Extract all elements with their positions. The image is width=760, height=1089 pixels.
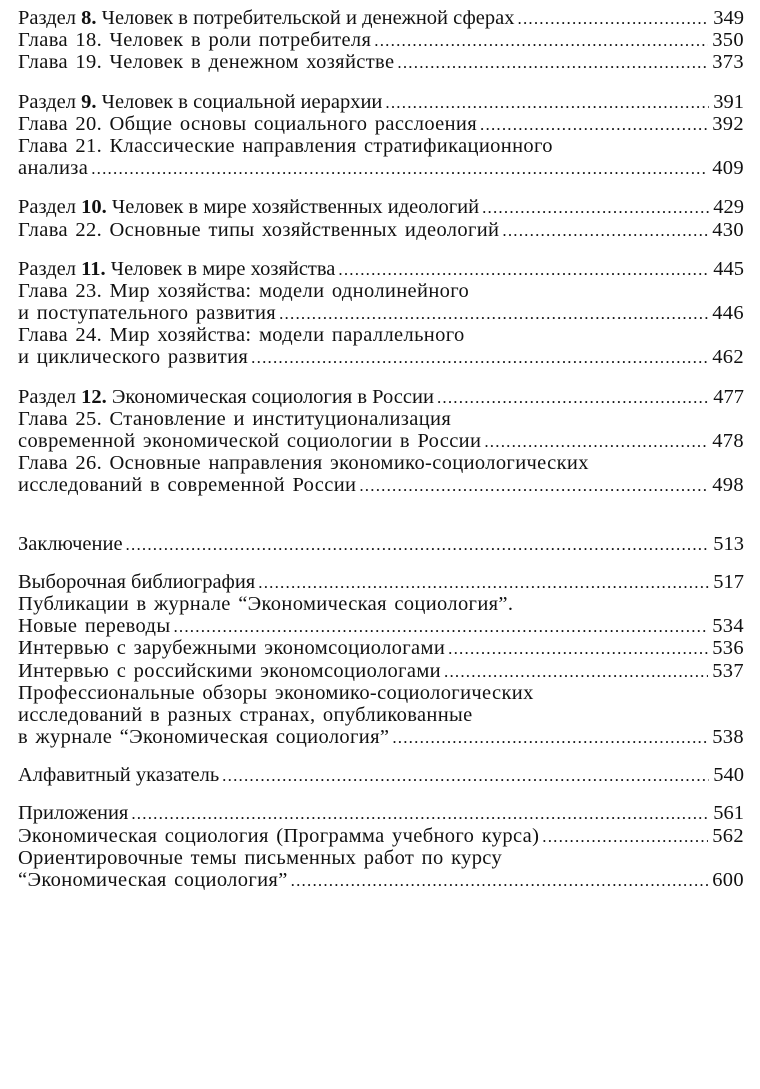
dot-leader — [374, 30, 708, 51]
section-number: 12. — [81, 385, 107, 408]
dot-leader — [480, 114, 708, 135]
page-number: 517 — [713, 570, 744, 593]
chapter-title: Глава 20. Общие основы социального расслоения — [18, 112, 478, 135]
toc-entry-reviews[interactable] — [18, 726, 744, 748]
toc-entry-bibliography[interactable] — [18, 571, 744, 593]
section-9 — [18, 91, 744, 180]
chapter-title: Глава 22. Основные типы хозяйственных идеологий — [18, 218, 500, 241]
page-number: 538 — [712, 726, 744, 749]
toc-entry-chapter-25[interactable] — [18, 430, 744, 452]
dot-leader — [291, 870, 709, 891]
section-10 — [18, 196, 744, 240]
toc-entry-index[interactable] — [18, 764, 744, 786]
dot-leader — [131, 803, 709, 824]
page-number: 600 — [712, 869, 744, 891]
dot-leader — [397, 52, 708, 73]
section-label: Раздел — [18, 257, 76, 280]
toc-entry-section-9[interactable] — [18, 91, 744, 113]
entry-title: в журнале “Экономическая социология” — [18, 726, 390, 749]
toc-entry-written-topics[interactable] — [18, 869, 744, 891]
dot-leader — [359, 475, 708, 496]
dot-leader — [258, 572, 709, 593]
page-number: 349 — [713, 7, 744, 29]
entry-title: Интервью с зарубежными экономсоциологами — [18, 637, 446, 660]
section-title: Экономическая социология в России — [111, 385, 434, 408]
section-title: Человек в мире хозяйственных идеологий — [111, 196, 480, 219]
section-label: Раздел — [18, 90, 76, 113]
appendices-section — [18, 802, 744, 891]
toc-entry-chapter-24[interactable] — [18, 346, 744, 368]
dot-leader — [437, 387, 709, 408]
chapter-title-line: Глава 24. Мир хозяйства: модели параллельного — [18, 324, 465, 347]
page-number: 445 — [713, 257, 744, 280]
page-number: 429 — [713, 196, 744, 219]
entry-title: Выборочная библиография — [18, 570, 256, 593]
chapter-title: и поступательного развития — [18, 302, 277, 325]
section-number: 11. — [81, 257, 106, 280]
entry-title-line: Ориентировочные темы письменных работ по курсу — [18, 846, 503, 869]
page-number: 409 — [712, 157, 744, 180]
section-title: Человек в мире хозяйства — [110, 257, 336, 280]
entry-title: Интервью с российскими экономсоциологами — [18, 659, 441, 682]
chapter-title: современной экономической социологии в России — [18, 430, 482, 452]
dot-leader — [91, 158, 708, 179]
section-title: Человек в социальной иерархии — [101, 90, 383, 113]
dot-leader — [482, 197, 709, 218]
page-number: 536 — [712, 637, 744, 660]
section-label: Раздел — [18, 7, 76, 29]
chapter-title-line: Глава 26. Основные направления экономико-социологических — [18, 452, 589, 475]
toc-entry-chapter-23[interactable] — [18, 302, 744, 324]
dot-leader — [338, 259, 709, 280]
toc-entry-section-12[interactable] — [18, 386, 744, 408]
toc-entry-chapter-22[interactable] — [18, 219, 744, 241]
toc-entry-chapter-21[interactable] — [18, 157, 744, 179]
dot-leader — [279, 303, 708, 324]
toc-entry-chapter-26[interactable] — [18, 474, 744, 496]
page-number: 534 — [712, 615, 744, 638]
chapter-title: анализа — [18, 157, 89, 180]
dot-leader — [542, 826, 708, 847]
toc-entry-chapter-18[interactable] — [18, 29, 744, 51]
page-number: 562 — [712, 824, 744, 847]
section-label: Раздел — [18, 385, 76, 408]
chapter-title: исследований в современной России — [18, 474, 357, 497]
entry-title: Заключение — [18, 532, 123, 555]
entry-title-line: Профессиональные обзоры экономико-социологических — [18, 681, 534, 704]
entry-title: Алфавитный указатель — [18, 764, 220, 787]
conclusion-section — [18, 533, 744, 555]
entry-title-line: Публикации в журнале “Экономическая социология”. — [18, 592, 514, 615]
dot-leader — [126, 534, 710, 555]
dot-leader — [251, 347, 708, 368]
page-number: 373 — [712, 51, 744, 74]
dot-leader — [173, 616, 708, 637]
toc-entry-conclusion[interactable] — [18, 533, 744, 555]
page-number: 498 — [712, 474, 744, 497]
page-number: 537 — [712, 659, 744, 682]
chapter-title-line: Глава 21. Классические направления стратификационного — [18, 134, 553, 157]
page-number: 430 — [712, 218, 744, 241]
dot-leader — [392, 727, 708, 748]
page-number: 478 — [712, 430, 744, 452]
entry-title: Приложения — [18, 802, 129, 825]
page-number: 350 — [712, 29, 744, 52]
toc-entry-section-11[interactable] — [18, 258, 744, 280]
dot-leader — [448, 638, 708, 659]
section-8 — [18, 7, 744, 74]
page-number: 462 — [712, 346, 744, 369]
section-number: 9. — [81, 90, 97, 113]
dot-leader — [222, 765, 709, 786]
index-section — [18, 764, 744, 786]
page-number: 513 — [713, 532, 744, 555]
dot-leader — [385, 92, 709, 113]
page-number: 392 — [712, 112, 744, 135]
entry-title: Новые переводы — [18, 615, 171, 638]
dot-leader — [502, 220, 708, 241]
toc-entry-chapter-19[interactable] — [18, 51, 744, 73]
dot-leader — [518, 8, 710, 29]
toc-entry-russian-interviews[interactable] — [18, 660, 744, 682]
toc-entry-publications[interactable] — [18, 615, 744, 637]
toc-entry-section-10[interactable] — [18, 196, 744, 218]
section-number: 10. — [81, 196, 107, 219]
chapter-title: и циклического развития — [18, 346, 249, 369]
chapter-title: Глава 18. Человек в роли потребителя — [18, 29, 372, 52]
page-number: 561 — [713, 802, 744, 825]
toc-entry-chapter-20[interactable] — [18, 113, 744, 135]
section-12 — [18, 386, 744, 497]
section-11 — [18, 258, 744, 369]
entry-title-line: исследований в разных странах, опубликованные — [18, 703, 473, 726]
chapter-title-line: Глава 25. Становление и институционализация — [18, 407, 452, 430]
page-number: 391 — [713, 90, 744, 113]
toc-entry-course-program[interactable] — [18, 825, 744, 847]
page-number: 446 — [712, 302, 744, 325]
dot-leader — [484, 431, 708, 452]
toc-entry-section-8[interactable] — [18, 7, 744, 29]
dot-leader — [444, 661, 708, 682]
entry-title: Экономическая социология (Программа учебного курса) — [18, 824, 540, 847]
bibliography-section — [18, 571, 744, 749]
toc-entry-foreign-interviews[interactable] — [18, 637, 744, 659]
table-of-contents — [18, 7, 744, 891]
section-title: Человек в потребительской и денежной сферах — [101, 7, 515, 29]
chapter-title-line: Глава 23. Мир хозяйства: модели однолинейного — [18, 279, 470, 302]
entry-title: “Экономическая социология” — [18, 869, 288, 891]
page-number: 477 — [713, 385, 744, 408]
toc-entry-appendices[interactable] — [18, 802, 744, 824]
page-number: 540 — [713, 764, 744, 787]
section-number: 8. — [81, 7, 97, 29]
chapter-title: Глава 19. Человек в денежном хозяйстве — [18, 51, 395, 74]
section-label: Раздел — [18, 196, 76, 219]
